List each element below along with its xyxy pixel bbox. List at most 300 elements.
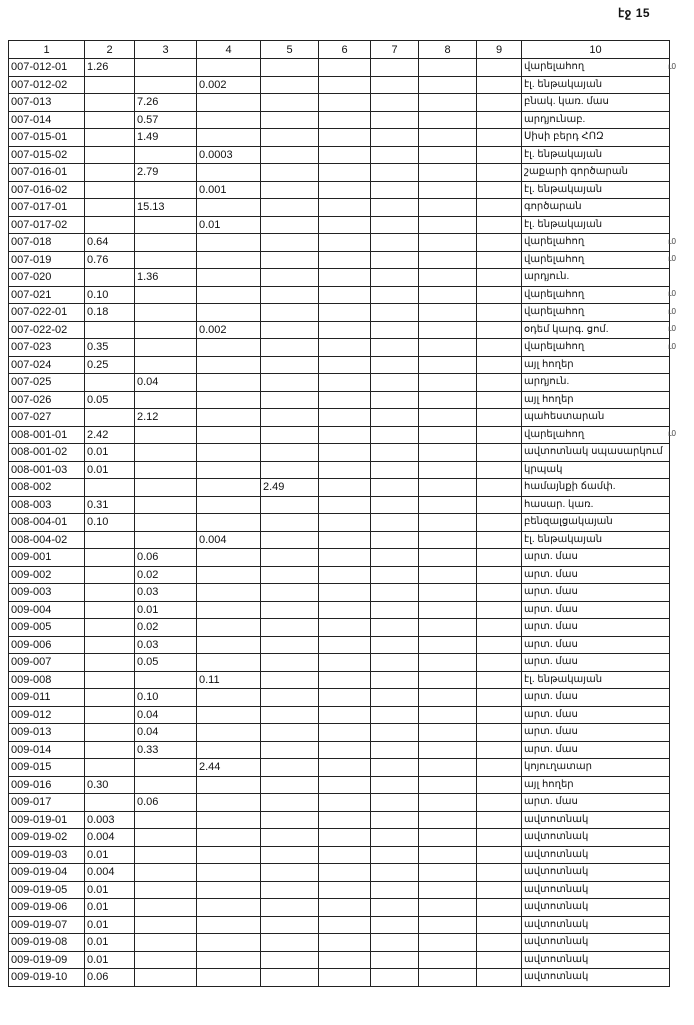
table-cell-col-5: [261, 899, 319, 917]
table-cell-col-5: [261, 304, 319, 322]
table-cell-col-7: [371, 724, 419, 742]
table-cell-col-3: [135, 881, 197, 899]
table-cell-col-6: [319, 811, 371, 829]
table-row: [9, 199, 670, 217]
table-row: [9, 94, 670, 112]
table-cell-col-7: [371, 811, 419, 829]
table-cell-col-6: [319, 129, 371, 147]
table-cell-col-2: [85, 724, 135, 742]
table-cell-col-9: [477, 724, 522, 742]
table-cell-col-8: [419, 654, 477, 672]
table-cell-col-9: [477, 951, 522, 969]
table-cell-col-2: [85, 671, 135, 689]
table-cell-col-1: 009-014: [9, 741, 85, 759]
table-cell-col-9: [477, 706, 522, 724]
table-row: [9, 146, 670, 164]
table-cell-col-1: 008-001-03: [9, 461, 85, 479]
table-cell-col-4: [197, 619, 261, 637]
table-cell-col-9: [477, 269, 522, 287]
table-cell-col-9: [477, 304, 522, 322]
table-cell-col-4: 0.0003: [197, 146, 261, 164]
table-cell-col-1: 007-022-02: [9, 321, 85, 339]
column-header: 6: [319, 41, 371, 59]
table-cell-col-5: [261, 619, 319, 637]
table-cell-col-2: [85, 654, 135, 672]
table-cell-col-8: [419, 864, 477, 882]
table-cell-col-10: արտ. մաս: [522, 794, 670, 812]
table-cell-col-7: [371, 584, 419, 602]
table-cell-col-10: արտ. մաս: [522, 741, 670, 759]
table-cell-col-9: [477, 374, 522, 392]
table-cell-col-1: 007-018: [9, 234, 85, 252]
table-cell-col-7: [371, 146, 419, 164]
table-cell-col-5: [261, 164, 319, 182]
table-cell-col-3: [135, 531, 197, 549]
table-cell-col-5: 2.49: [261, 479, 319, 497]
table-cell-col-6: [319, 619, 371, 637]
table-row: [9, 391, 670, 409]
table-cell-col-7: [371, 374, 419, 392]
table-cell-col-3: [135, 934, 197, 952]
table-cell-col-5: [261, 339, 319, 357]
table-cell-col-10: գործարան: [522, 199, 670, 217]
table-cell-col-8: [419, 286, 477, 304]
column-header: 7: [371, 41, 419, 59]
table-cell-col-5: [261, 706, 319, 724]
table-cell-col-3: 0.04: [135, 724, 197, 742]
table-cell-col-1: 007-025: [9, 374, 85, 392]
table-cell-col-9: [477, 216, 522, 234]
table-cell-col-8: [419, 234, 477, 252]
table-cell-col-3: 0.04: [135, 706, 197, 724]
table-cell-col-5: [261, 759, 319, 777]
table-cell-col-7: [371, 899, 419, 917]
table-cell-col-5: [261, 566, 319, 584]
table-cell-col-3: [135, 496, 197, 514]
table-cell-col-8: [419, 899, 477, 917]
table-cell-col-4: [197, 934, 261, 952]
table-cell-col-10: ավտոտնակ: [522, 899, 670, 917]
table-cell-col-10: էլ. ենթակայան: [522, 146, 670, 164]
table-cell-col-8: [419, 881, 477, 899]
table-cell-col-8: [419, 304, 477, 322]
table-cell-col-6: [319, 304, 371, 322]
table-cell-col-8: [419, 444, 477, 462]
table-row: [9, 741, 670, 759]
table-cell-col-7: [371, 286, 419, 304]
table-cell-col-9: [477, 59, 522, 77]
table-cell-col-1: 007-019: [9, 251, 85, 269]
table-cell-col-7: [371, 829, 419, 847]
table-cell-col-6: [319, 531, 371, 549]
table-cell-col-10: ավտոտնակ: [522, 969, 670, 987]
table-cell-col-6: [319, 391, 371, 409]
table-row: [9, 829, 670, 847]
table-cell-col-6: [319, 759, 371, 777]
table-cell-col-1: 009-007: [9, 654, 85, 672]
table-cell-col-7: [371, 129, 419, 147]
table-cell-col-5: [261, 776, 319, 794]
table-cell-col-5: [261, 356, 319, 374]
table-cell-col-8: [419, 969, 477, 987]
table-cell-col-10: արտ. մաս: [522, 584, 670, 602]
table-cell-col-8: [419, 846, 477, 864]
table-cell-col-2: [85, 374, 135, 392]
table-cell-col-7: [371, 426, 419, 444]
table-cell-col-10: կրպակ: [522, 461, 670, 479]
table-cell-col-9: [477, 234, 522, 252]
table-cell-col-6: [319, 339, 371, 357]
column-header: 9: [477, 41, 522, 59]
table-cell-col-2: 0.18: [85, 304, 135, 322]
table-cell-col-5: [261, 496, 319, 514]
table-row: [9, 356, 670, 374]
table-cell-col-9: [477, 94, 522, 112]
table-cell-col-8: [419, 514, 477, 532]
table-cell-col-4: [197, 286, 261, 304]
table-cell-col-4: [197, 409, 261, 427]
table-cell-col-5: [261, 461, 319, 479]
table-cell-col-6: [319, 566, 371, 584]
table-cell-col-1: 007-016-01: [9, 164, 85, 182]
table-cell-col-1: 007-012-01: [9, 59, 85, 77]
table-cell-col-7: [371, 479, 419, 497]
table-cell-col-10: էլ. ենթակայան: [522, 671, 670, 689]
table-cell-col-7: [371, 706, 419, 724]
table-cell-col-8: [419, 409, 477, 427]
table-cell-col-2: 0.06: [85, 969, 135, 987]
table-cell-col-3: 0.33: [135, 741, 197, 759]
table-cell-col-2: 0.76: [85, 251, 135, 269]
table-cell-col-6: [319, 601, 371, 619]
table-cell-col-10: ավտոտնակ: [522, 846, 670, 864]
table-row: [9, 706, 670, 724]
table-cell-col-9: [477, 531, 522, 549]
table-cell-col-1: 007-017-01: [9, 199, 85, 217]
table-cell-col-2: [85, 601, 135, 619]
table-cell-col-6: [319, 881, 371, 899]
table-row: [9, 164, 670, 182]
table-cell-col-7: [371, 794, 419, 812]
table-cell-col-1: 007-015-01: [9, 129, 85, 147]
table-cell-col-10: ավտոտնակ: [522, 916, 670, 934]
column-header: 10: [522, 41, 670, 59]
table-cell-col-5: [261, 549, 319, 567]
table-cell-col-10: հասար. կառ.: [522, 496, 670, 514]
table-row: [9, 304, 670, 322]
table-cell-col-3: [135, 391, 197, 409]
table-cell-col-6: [319, 286, 371, 304]
table-cell-col-1: 008-001-02: [9, 444, 85, 462]
table-cell-col-1: 008-001-01: [9, 426, 85, 444]
table-cell-col-10: էլ. ենթակայան: [522, 76, 670, 94]
table-row: [9, 934, 670, 952]
table-cell-col-9: [477, 146, 522, 164]
table-cell-col-10: վարելահող: [522, 234, 670, 252]
table-cell-col-6: [319, 934, 371, 952]
table-cell-col-8: [419, 59, 477, 77]
table-cell-col-10: վարելահող: [522, 304, 670, 322]
table-cell-col-5: [261, 531, 319, 549]
table-cell-col-4: [197, 689, 261, 707]
table-cell-col-7: [371, 444, 419, 462]
table-cell-col-3: [135, 76, 197, 94]
table-cell-col-8: [419, 146, 477, 164]
table-cell-col-1: 009-016: [9, 776, 85, 794]
table-cell-col-9: [477, 426, 522, 444]
table-cell-col-5: [261, 426, 319, 444]
table-cell-col-9: [477, 321, 522, 339]
table-cell-col-1: 008-004-02: [9, 531, 85, 549]
table-row: [9, 129, 670, 147]
table-cell-col-9: [477, 741, 522, 759]
table-cell-col-7: [371, 339, 419, 357]
table-cell-col-2: [85, 146, 135, 164]
table-row: [9, 864, 670, 882]
table-cell-col-4: [197, 496, 261, 514]
table-cell-col-3: [135, 899, 197, 917]
table-cell-col-6: [319, 514, 371, 532]
table-cell-col-1: 007-024: [9, 356, 85, 374]
table-cell-col-9: [477, 566, 522, 584]
table-cell-col-9: [477, 444, 522, 462]
table-cell-col-10: ավտոտնակ: [522, 934, 670, 952]
table-cell-col-2: 0.25: [85, 356, 135, 374]
table-cell-col-8: [419, 829, 477, 847]
table-cell-col-9: [477, 339, 522, 357]
table-cell-col-10: արտ. մաս: [522, 601, 670, 619]
table-cell-col-8: [419, 129, 477, 147]
table-cell-col-9: [477, 916, 522, 934]
table-cell-col-9: [477, 864, 522, 882]
table-cell-col-10: Սիսի բերդ ՀՈԶ: [522, 129, 670, 147]
table-cell-col-3: [135, 59, 197, 77]
table-cell-col-1: 009-013: [9, 724, 85, 742]
margin-mark: ւ0: [668, 236, 676, 246]
table-cell-col-2: [85, 794, 135, 812]
table-cell-col-4: [197, 916, 261, 934]
table-cell-col-7: [371, 251, 419, 269]
table-cell-col-1: 009-002: [9, 566, 85, 584]
table-cell-col-6: [319, 724, 371, 742]
table-cell-col-8: [419, 496, 477, 514]
table-cell-col-7: [371, 951, 419, 969]
table-cell-col-4: [197, 811, 261, 829]
table-cell-col-5: [261, 671, 319, 689]
table-cell-col-1: 007-017-02: [9, 216, 85, 234]
table-cell-col-3: 0.04: [135, 374, 197, 392]
table-cell-col-5: [261, 374, 319, 392]
table-cell-col-2: 0.31: [85, 496, 135, 514]
table-cell-col-2: [85, 479, 135, 497]
table-cell-col-2: [85, 636, 135, 654]
table-cell-col-6: [319, 356, 371, 374]
table-cell-col-8: [419, 391, 477, 409]
table-cell-col-8: [419, 94, 477, 112]
table-cell-col-1: 009-019-06: [9, 899, 85, 917]
table-cell-col-4: [197, 251, 261, 269]
table-cell-col-3: [135, 234, 197, 252]
margin-mark: ւ0: [668, 324, 676, 333]
table-cell-col-4: 0.01: [197, 216, 261, 234]
table-cell-col-7: [371, 916, 419, 934]
table-cell-col-4: [197, 444, 261, 462]
table-cell-col-10: արդյուն.: [522, 374, 670, 392]
table-cell-col-1: 007-015-02: [9, 146, 85, 164]
table-cell-col-4: [197, 969, 261, 987]
table-cell-col-10: վարելահող: [522, 286, 670, 304]
table-cell-col-1: 007-027: [9, 409, 85, 427]
table-cell-col-1: 009-019-04: [9, 864, 85, 882]
table-cell-col-4: [197, 269, 261, 287]
table-row: [9, 619, 670, 637]
table-cell-col-5: [261, 916, 319, 934]
table-cell-col-5: [261, 951, 319, 969]
table-cell-col-1: 009-004: [9, 601, 85, 619]
table-row: [9, 181, 670, 199]
table-cell-col-1: 009-011: [9, 689, 85, 707]
table-cell-col-7: [371, 619, 419, 637]
margin-mark: ւ0: [668, 61, 676, 71]
table-row: [9, 846, 670, 864]
table-cell-col-4: [197, 461, 261, 479]
table-cell-col-1: 009-003: [9, 584, 85, 602]
table-cell-col-10: արտ. մաս: [522, 636, 670, 654]
table-cell-col-5: [261, 794, 319, 812]
table-cell-col-5: [261, 881, 319, 899]
table-cell-col-8: [419, 951, 477, 969]
table-cell-col-4: [197, 881, 261, 899]
table-cell-col-6: [319, 969, 371, 987]
table-cell-col-9: [477, 671, 522, 689]
table-cell-col-3: [135, 339, 197, 357]
table-cell-col-4: [197, 846, 261, 864]
table-cell-col-3: [135, 671, 197, 689]
header-row: [9, 41, 670, 59]
table-cell-col-9: [477, 111, 522, 129]
table-cell-col-4: 0.001: [197, 181, 261, 199]
table-cell-col-6: [319, 94, 371, 112]
table-cell-col-7: [371, 671, 419, 689]
table-cell-col-7: [371, 934, 419, 952]
table-cell-col-3: 2.79: [135, 164, 197, 182]
table-cell-col-5: [261, 864, 319, 882]
table-cell-col-3: [135, 304, 197, 322]
table-cell-col-3: 0.02: [135, 566, 197, 584]
table-row: [9, 216, 670, 234]
table-cell-col-7: [371, 881, 419, 899]
table-cell-col-7: [371, 566, 419, 584]
table-cell-col-5: [261, 321, 319, 339]
table-cell-col-4: [197, 164, 261, 182]
table-cell-col-1: 007-020: [9, 269, 85, 287]
table-cell-col-9: [477, 776, 522, 794]
table-cell-col-9: [477, 181, 522, 199]
table-cell-col-10: արտ. մաս: [522, 566, 670, 584]
table-cell-col-7: [371, 181, 419, 199]
table-cell-col-6: [319, 321, 371, 339]
table-cell-col-3: [135, 916, 197, 934]
table-cell-col-6: [319, 689, 371, 707]
table-cell-col-1: 008-003: [9, 496, 85, 514]
table-cell-col-4: [197, 391, 261, 409]
table-row: [9, 374, 670, 392]
table-cell-col-10: ավտոտնակ: [522, 864, 670, 882]
table-cell-col-5: [261, 601, 319, 619]
table-cell-col-4: [197, 601, 261, 619]
table-cell-col-2: [85, 409, 135, 427]
column-header: 8: [419, 41, 477, 59]
table-row: [9, 566, 670, 584]
table-cell-col-2: [85, 76, 135, 94]
table-cell-col-10: ավտոտնակ: [522, 951, 670, 969]
table-cell-col-3: [135, 846, 197, 864]
table-cell-col-6: [319, 654, 371, 672]
table-cell-col-8: [419, 356, 477, 374]
table-row: [9, 339, 670, 357]
table-cell-col-6: [319, 216, 371, 234]
table-cell-col-10: այլ հողեր: [522, 391, 670, 409]
table-cell-col-7: [371, 216, 419, 234]
table-cell-col-1: 007-014: [9, 111, 85, 129]
table-cell-col-10: այլ հողեր: [522, 356, 670, 374]
table-row: [9, 409, 670, 427]
table-cell-col-7: [371, 496, 419, 514]
table-cell-col-1: 009-019-01: [9, 811, 85, 829]
table-cell-col-3: 15.13: [135, 199, 197, 217]
table-cell-col-7: [371, 846, 419, 864]
table-cell-col-3: 7.26: [135, 94, 197, 112]
table-cell-col-7: [371, 94, 419, 112]
column-header: 4: [197, 41, 261, 59]
table-cell-col-8: [419, 111, 477, 129]
table-cell-col-3: [135, 829, 197, 847]
table-cell-col-7: [371, 111, 419, 129]
table-cell-col-7: [371, 76, 419, 94]
table-cell-col-10: ավտոտնակ: [522, 811, 670, 829]
table-cell-col-7: [371, 549, 419, 567]
table-cell-col-4: 2.44: [197, 759, 261, 777]
table-cell-col-8: [419, 636, 477, 654]
table-cell-col-9: [477, 759, 522, 777]
table-cell-col-2: [85, 706, 135, 724]
table-cell-col-3: [135, 811, 197, 829]
table-cell-col-10: արտ. մաս: [522, 724, 670, 742]
table-cell-col-4: [197, 741, 261, 759]
table-cell-col-3: [135, 216, 197, 234]
table-cell-col-7: [371, 199, 419, 217]
table-cell-col-10: արտ. մաս: [522, 619, 670, 637]
table-cell-col-1: 009-019-09: [9, 951, 85, 969]
table-cell-col-8: [419, 811, 477, 829]
table-cell-col-7: [371, 269, 419, 287]
table-cell-col-4: [197, 899, 261, 917]
table-cell-col-2: [85, 549, 135, 567]
table-cell-col-7: [371, 864, 419, 882]
table-cell-col-6: [319, 426, 371, 444]
table-cell-col-3: [135, 181, 197, 199]
table-row: [9, 234, 670, 252]
table-cell-col-8: [419, 794, 477, 812]
table-cell-col-9: [477, 514, 522, 532]
table-cell-col-2: [85, 584, 135, 602]
table-cell-col-5: [261, 286, 319, 304]
table-cell-col-10: բենզալցակայան: [522, 514, 670, 532]
table-cell-col-1: 007-021: [9, 286, 85, 304]
table-cell-col-8: [419, 741, 477, 759]
table-cell-col-8: [419, 584, 477, 602]
table-row: [9, 584, 670, 602]
